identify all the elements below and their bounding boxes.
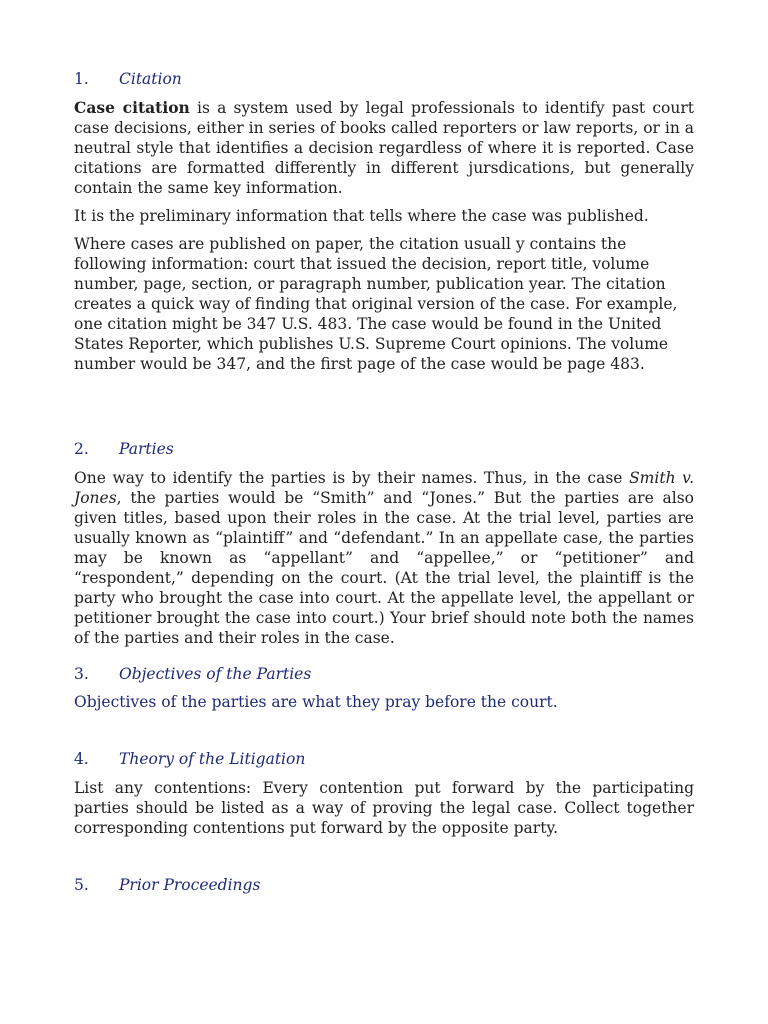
bold-term: Case citation — [74, 98, 190, 117]
section-title: Prior Proceedings — [119, 876, 261, 894]
theory-paragraph-1: List any contentions: Every contention put forward by the participating parties should be listed as a way of proving the legal case. Collect together corresponding contentions put forward by the opposite party. — [74, 779, 694, 837]
parties-paragraph-1 — [74, 468, 694, 648]
section-heading-objectives — [74, 664, 311, 684]
paragraph-text: , the parties would be “Smith” and “Jones.” But the parties are also given titles, based upon their roles in the case. At the trial level, parties are usually known as “plaintiff” and “defendant.” In an appellate case, the parties may be known as “appellant” and “appellee,” or “petitioner” and “respondent,” depending on the court. (At the trial level, the plaintiff is the party who brought the case into court. At the appellate level, the appellant or petitioner brought the case into court.) Your brief should note both the names of the parties and their roles in the case. — [74, 489, 694, 647]
section-title: Theory of the Litigation — [119, 750, 306, 768]
section-heading-theory — [74, 749, 305, 769]
objectives-paragraph-1: Objectives of the parties are what they pray before the court. — [74, 693, 558, 711]
section-heading-citation — [74, 69, 182, 89]
section-heading-prior-proceedings — [74, 875, 260, 895]
paragraph-text: is a system used by legal professionals to identify past court case decisions, either in series of books called reporters or law reports, or in a neutral style that identifies a decision regardless of where it is reported. Case citations are formatted differently in different jursdications, but generally contain the same key information. — [74, 99, 694, 197]
section-title: Parties — [119, 440, 174, 458]
section-number: 2. — [74, 440, 89, 458]
section-number: 1. — [74, 70, 89, 88]
section-title: Citation — [119, 70, 182, 88]
section-number: 3. — [74, 665, 89, 683]
section-number: 4. — [74, 750, 89, 768]
citation-paragraph-2: It is the preliminary information that tells where the case was published. — [74, 207, 649, 225]
paragraph-text: One way to identify the parties is by their names. Thus, in the case — [74, 469, 630, 487]
section-heading-parties — [74, 439, 174, 459]
citation-paragraph-3: Where cases are published on paper, the citation usuall y contains the following information: court that issued the decision, report title, volume number, page, section, or paragraph number, publication year. The citation creates a quick way of finding that original version of the case. For example, one citation might be 347 U.S. 483. The case would be found in the United States Reporter, which publishes U.S. Supreme Court opinions. The volume number would be 347, and the first page of the case would be page 483. — [74, 235, 678, 373]
case-name: Smith v. Jones — [74, 469, 694, 507]
citation-paragraph-1 — [74, 98, 694, 198]
section-number: 5. — [74, 876, 89, 894]
section-title: Objectives of the Parties — [119, 665, 312, 683]
